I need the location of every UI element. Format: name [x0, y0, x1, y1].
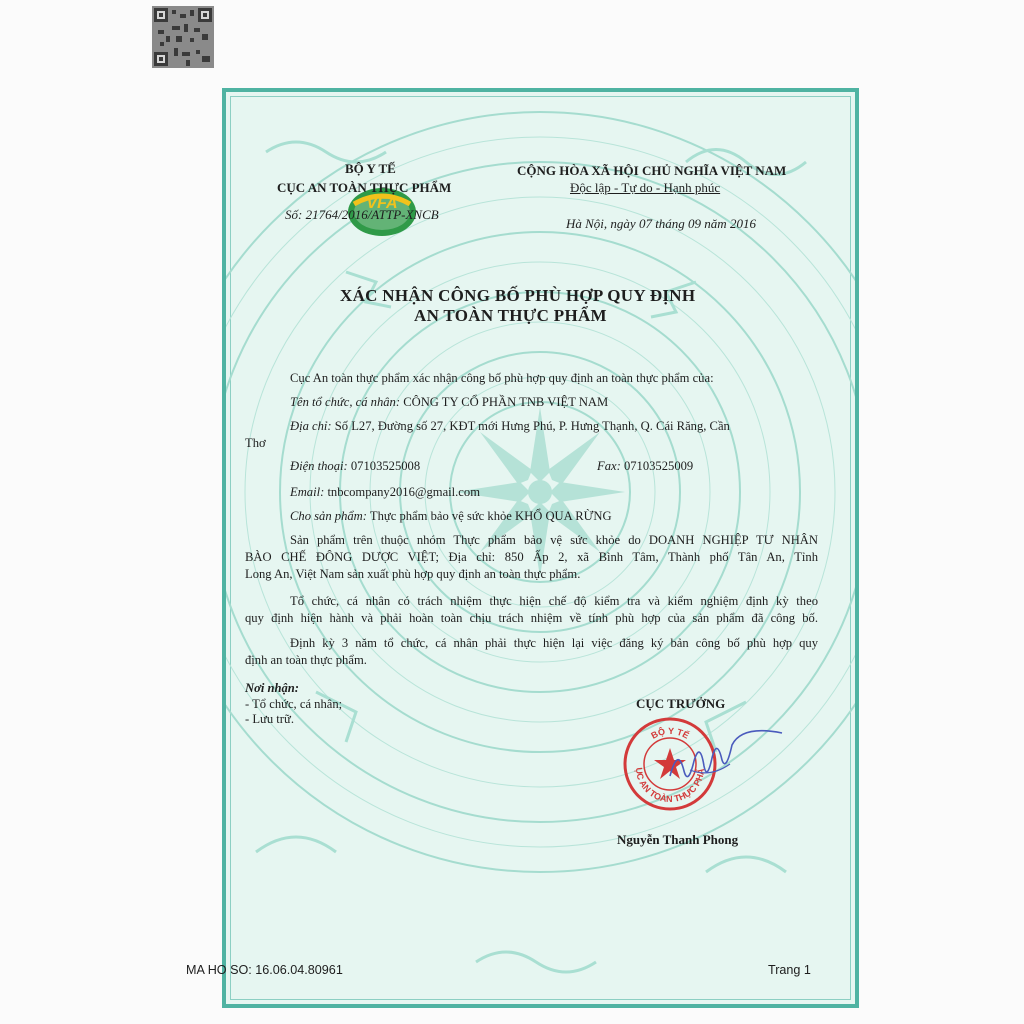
document-number: Số: 21764/2016/ATTP-XNCB	[285, 207, 439, 222]
recipient-item: - Lưu trữ.	[245, 712, 294, 726]
place-date: Hà Nội, ngày 07 tháng 09 năm 2016	[566, 216, 756, 231]
address-row	[290, 419, 730, 434]
paragraph-3-line1: Định kỳ 3 năm tổ chức, cá nhân phải thực hiện lại việc đăng ký bản công bố phù hợp quy	[290, 636, 818, 650]
stamp-top-text: BỘ Y TẾ	[649, 725, 691, 741]
organization-row	[290, 395, 608, 410]
agency-name: CỤC AN TOÀN THỰC PHẨM	[277, 180, 452, 195]
signer-name: Nguyễn Thanh Phong	[617, 832, 739, 847]
handwritten-signature	[660, 726, 788, 796]
organization-value: CÔNG TY CỔ PHẦN TNB VIỆT NAM	[403, 395, 609, 409]
address-value-line2: Thơ	[245, 436, 266, 450]
document-title-line1: XÁC NHẬN CÔNG BỐ PHÙ HỢP QUY ĐỊNH	[340, 286, 696, 305]
phone-value: 07103525008	[350, 459, 421, 473]
certificate-frame	[222, 88, 859, 1008]
country-name: CỘNG HÒA XÃ HỘI CHỦ NGHĨA VIỆT NAM	[517, 163, 787, 178]
email-label: Email:	[290, 485, 325, 499]
document-title-line2: AN TOÀN THỰC PHẨM	[414, 306, 607, 325]
fax-label: Fax:	[597, 459, 621, 473]
paragraph-2-line2: quy định hiện hành và phải hoàn toàn chịu trách nhiệm về tính phù hợp của sản phẩm đã công bố.	[245, 611, 818, 625]
email-value: tnbcompany2016@gmail.com	[327, 485, 480, 499]
recipient-item: - Tổ chức, cá nhân;	[245, 697, 343, 711]
phone-label: Điện thoại:	[290, 459, 348, 473]
product-label: Cho sản phẩm:	[290, 509, 367, 523]
signer-title: CỤC TRƯỞNG	[636, 696, 726, 711]
address-value: Số L27, Đường số 27, KĐT mới Hưng Phú, P. Hưng Thạnh, Q. Cái Răng, Cần	[334, 419, 730, 433]
fax-row	[597, 459, 693, 474]
dossier-code: MA HO SO: 16.06.04.80961	[186, 963, 343, 977]
intro-text: Cục An toàn thực phẩm xác nhận công bố phù hợp quy định an toàn thực phẩm của:	[290, 371, 714, 385]
ministry-name: BỘ Y TẾ	[345, 161, 396, 176]
address-label: Địa chỉ:	[290, 419, 332, 433]
vfa-logo-text: VFA	[366, 195, 398, 212]
paragraph-1-line1: Sản phẩm trên thuộc nhóm Thực phẩm bảo vệ sức khỏe do DOANH NGHIỆP TƯ NHÂN	[290, 533, 818, 547]
fax-value: 07103525009	[623, 459, 694, 473]
paragraph-1-line2: BÀO CHẾ ĐÔNG DƯỢC VIỆT; Địa chỉ: 850 Ấp 2, xã Bình Tâm, Thành phố Tân An, Tỉnh	[245, 550, 818, 564]
paragraph-3-line2: định an toàn thực phẩm.	[245, 653, 367, 667]
page-number: Trang 1	[768, 963, 811, 977]
phone-row	[290, 459, 420, 474]
stamp-ring-text: ỤC AN TOÀN THỰC PHẨ	[633, 767, 707, 805]
organization-label: Tên tổ chức, cá nhân:	[290, 395, 401, 409]
product-value: Thực phẩm bảo vệ sức khỏe KHỔ QUA RỪNG	[369, 509, 612, 523]
email-row	[290, 485, 480, 500]
paragraph-2-line1: Tổ chức, cá nhân có trách nhiệm thực hiện chế độ kiểm tra và kiểm nghiệm định kỳ theo	[290, 594, 818, 608]
bronze-drum-pattern	[226, 92, 855, 1004]
qr-code	[152, 6, 214, 68]
recipients-label: Nơi nhận:	[245, 681, 300, 695]
paragraph-1-line3: Long An, Việt Nam sản xuất phù hợp quy định an toàn thực phẩm.	[245, 567, 581, 581]
national-motto: Độc lập - Tự do - Hạnh phúc	[570, 180, 721, 195]
product-row	[290, 509, 612, 524]
